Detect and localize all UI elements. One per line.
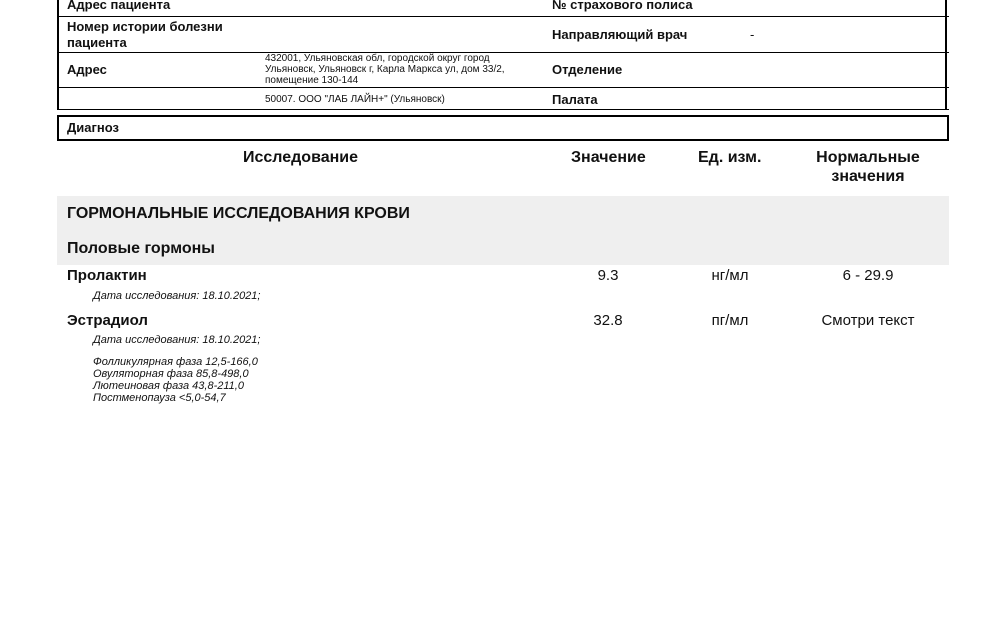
test-unit: пг/мл — [711, 312, 749, 329]
history-number-label: Номер истории болезни пациента — [67, 19, 223, 50]
reference-note: Лютеиновая фаза 43,8-211,0 — [93, 380, 244, 392]
reference-note: Постменопауза <5,0-54,7 — [93, 392, 226, 404]
referring-doctor-value: - — [750, 27, 755, 42]
ward-label: Палата — [552, 92, 598, 107]
column-header-value: Значение — [571, 149, 646, 166]
reference-note: Фолликулярная фаза 12,5-166,0 — [93, 356, 258, 368]
referring-doctor-label: Направляющий врач — [552, 27, 688, 42]
lab-value: 50007. ООО "ЛАБ ЛАЙН+" (Ульяновск) — [265, 94, 445, 105]
test-normal: 6 - 29.9 — [842, 267, 894, 284]
column-header-normal: Нормальные значения — [816, 149, 920, 185]
test-date: Дата исследования: 18.10.2021; — [93, 334, 261, 346]
diagnosis-box — [57, 115, 949, 141]
reference-note: Овуляторная фаза 85,8-498,0 — [93, 368, 249, 380]
test-value: 9.3 — [597, 267, 619, 284]
column-header-study: Исследование — [243, 149, 358, 166]
section-title: ГОРМОНАЛЬНЫЕ ИССЛЕДОВАНИЯ КРОВИ — [67, 205, 410, 222]
test-name: Эстрадиол — [67, 312, 148, 329]
column-header-unit: Ед. изм. — [698, 149, 762, 166]
insurance-policy-label: № страхового полиса — [552, 0, 693, 12]
patient-address-label-top: Адрес пациента — [67, 0, 171, 12]
section-subtitle: Половые гормоны — [67, 240, 215, 257]
diagnosis-label: Диагноз — [67, 120, 119, 135]
table-divider — [57, 109, 949, 110]
table-divider — [57, 87, 949, 88]
test-normal: Смотри текст — [821, 312, 915, 329]
test-unit: нг/мл — [711, 267, 749, 284]
test-date: Дата исследования: 18.10.2021; — [93, 290, 261, 302]
table-divider — [57, 16, 949, 17]
test-value: 32.8 — [593, 312, 623, 329]
department-label: Отделение — [552, 62, 623, 77]
test-name: Пролактин — [67, 267, 147, 284]
address-value: 432001, Ульяновская обл, городской округ город Ульяновск, Ульяновск г, Карла Маркса ул, дом 33/2, помещение 130-144 — [265, 53, 505, 86]
address-label: Адрес — [67, 62, 107, 77]
